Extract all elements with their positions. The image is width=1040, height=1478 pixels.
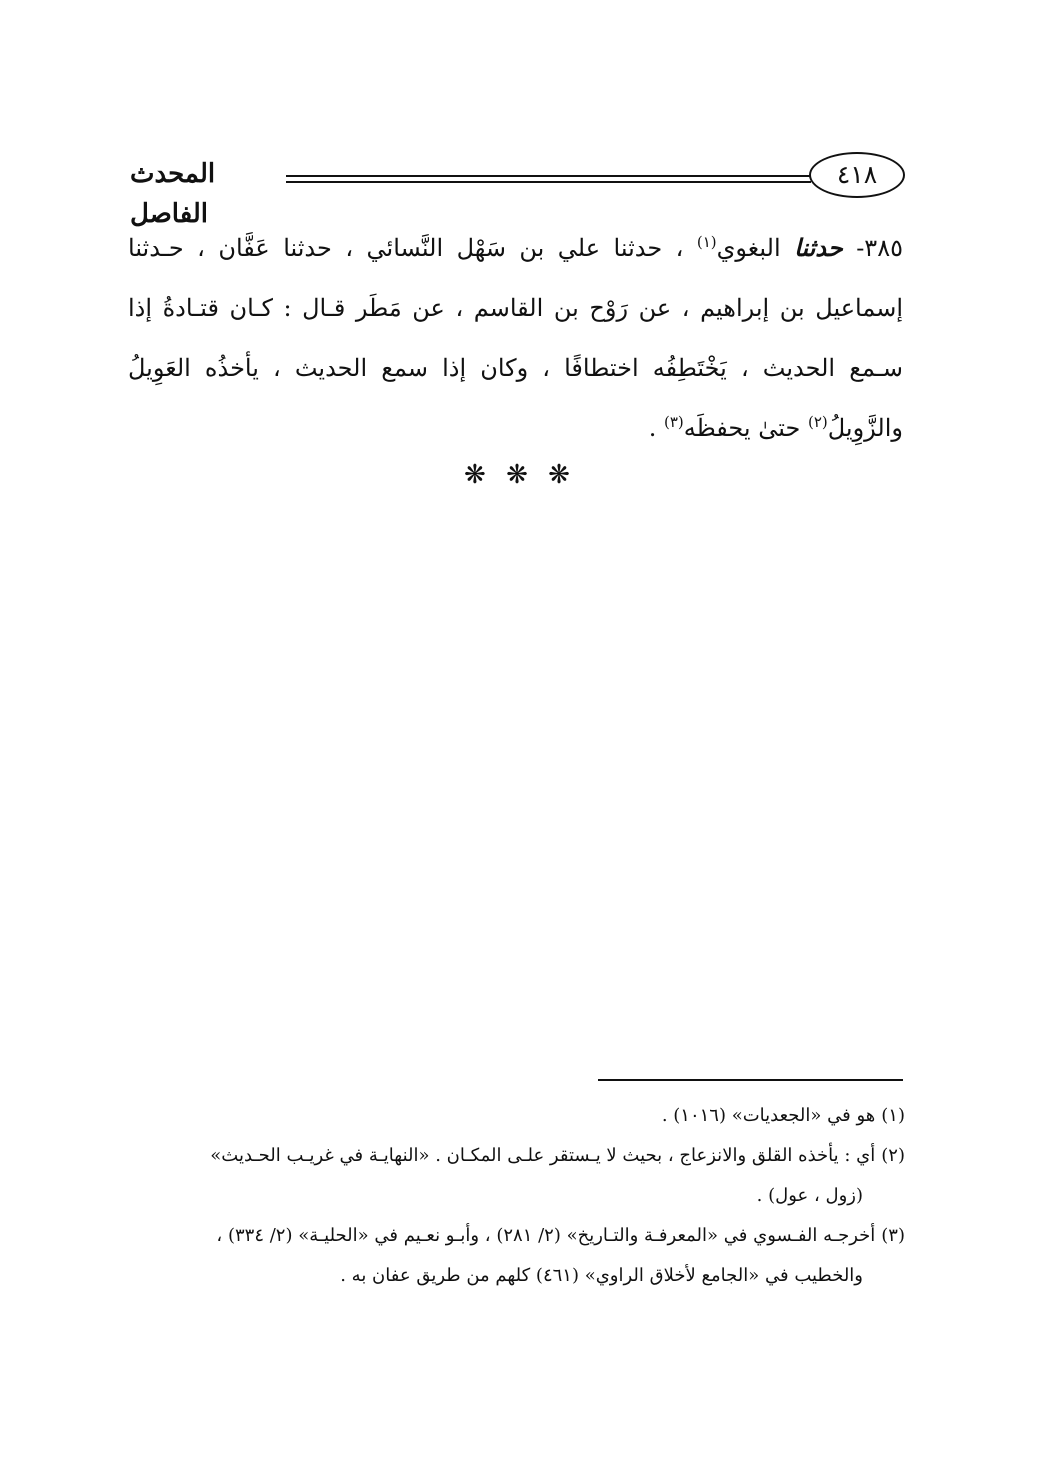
hadith-paragraph (128, 218, 903, 458)
hadith-text-part3: حتىٰ يحفظَه (683, 414, 808, 442)
section-separator: ❋ ❋ ❋ (464, 460, 576, 490)
header-rule (286, 175, 811, 177)
page-header (130, 150, 905, 229)
footnote-1 (130, 1096, 905, 1136)
footnote-marker: (٣) (881, 1225, 905, 1246)
footnote-text: أي : يأخذه القلق والانزعاج ، بحيث لا يـستقر علـى المكـان . «النهايـة في غريـب الحـديث» (210, 1145, 876, 1166)
footnote-text: هو في «الجعديات» (١٠١٦) . (661, 1105, 876, 1126)
footnote-3 (130, 1216, 905, 1256)
footnote-marker: (١) (881, 1105, 905, 1126)
hadith-number: ٣٨٥- (856, 234, 903, 262)
footnote-ref-2: (٢) (807, 413, 828, 431)
footnote-rule (598, 1079, 903, 1081)
book-title: المحدث الفاصل (130, 159, 216, 229)
hadith-text-part4: . (648, 414, 664, 442)
footnote-3-continuation: والخطيب في «الجامع لأخلاق الراوي» (٤٦١) كلهم من طريق عفان به . (340, 1265, 863, 1286)
footnote-text: أخرجـه الفـسوي في «المعرفـة والتـاريخ» (٢/ ٢٨١) ، وأبـو نعـيم في «الحليـة» (٢/ ٣٣٤) ، (216, 1225, 876, 1246)
page-number: ٤١٨ (809, 152, 905, 198)
hadith-text-part1: البغوي (716, 234, 795, 262)
haddathana-word: حدثنا (794, 233, 843, 262)
footnote-marker: (٢) (881, 1145, 905, 1166)
hadith-text-part2: ، حدثنا علي بن سَهْل النَّسائي ، حدثنا عَفَّان ، حـدثنا إسماعيل بن إبراهيم ، عن رَوْح بن القاسم ، عن مَطَر قـال : كـان قتـادةُ إذا سـمع الحديث ، يَخْتَطِفُه اختطافًا ، وكان إذا سمع الحديث ، يأخذُه العَوِيلُ والزَّوِيلُ (128, 234, 903, 442)
footnote-2 (130, 1136, 905, 1176)
footnote-ref-3: (٣) (663, 413, 684, 431)
footnotes (130, 1096, 905, 1296)
header-rule-second (286, 181, 811, 183)
footnote-ref-1: (١) (696, 233, 717, 251)
footnote-2-continuation: (زول ، عول) . (756, 1185, 863, 1206)
